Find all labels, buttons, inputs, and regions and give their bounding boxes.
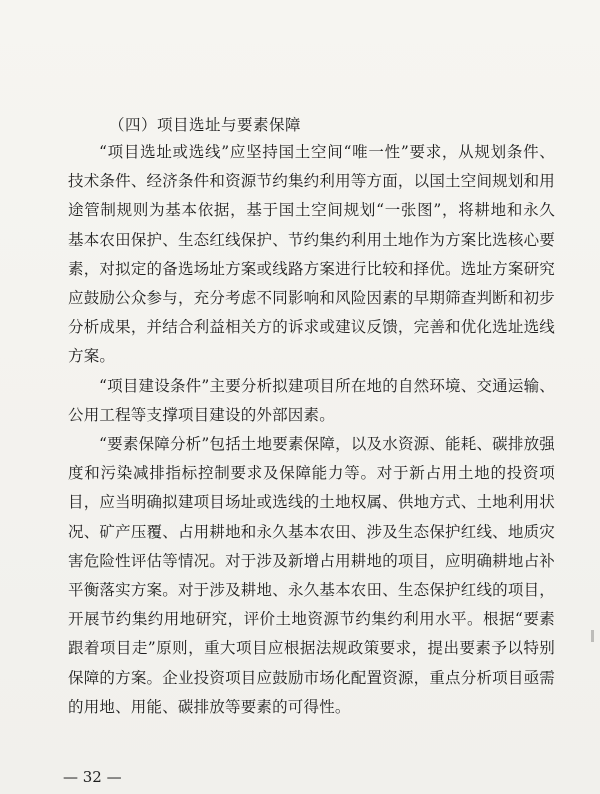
paragraph-factor-guarantee: “要素保障分析”包括土地要素保障，以及水资源、能耗、碳排放强度和污染减排指标控制要求及保障能力等。对于新占用土地的投资项目，应当明确拟建项目场址或选线的土地权属、供地方式、土地利用状况、矿产压覆、占用耕地和永久基本农田、涉及生态保护红线、地质灾害危险性评估等情况。对于涉及新增占用耕地的项目，应明确耕地占补平衡落实方案。对于涉及耕地、永久基本农田、生态保护红线的项目，开展节约集约用地研究，评价土地资源节约集约利用水平。根据“要素跟着项目走”原则，重大项目应根据法规政策要求，提出要素予以特别保障的方案。企业投资项目应鼓励市场化配置资源，重点分析项目亟需的用地、用能、碳排放等要素的可得性。 xyxy=(68,435,555,716)
paragraph-site-selection: “项目选址或选线”应坚持国土空间“唯一性”要求，从规划条件、技术条件、经济条件和资源节约集约利用等方面，以国土空间规划和用途管制规则为基本依据，基于国土空间规划“一张图”，将耕地和永久基本农田保护、生态红线保护、节约集约利用土地作为方案比选核心要素，对拟定的备选场址方案或线路方案进行比较和择优。选址方案研究应鼓励公众参与，充分考虑不同影响和风险因素的早期筛查判断和初步分析成果，并结合利益相关方的诉求或建议反馈，完善和优化选址选线方案。 xyxy=(68,143,555,366)
margin-mark xyxy=(591,630,594,642)
paragraph-construction-conditions: “项目建设条件”主要分析拟建项目所在地的自然环境、交通运输、公用工程等支撑项目建设的外部因素。 xyxy=(68,376,555,424)
page-number: — 32 — xyxy=(63,768,122,786)
body-text xyxy=(68,138,555,722)
section-heading: （四）项目选址与要素保障 xyxy=(109,116,302,134)
